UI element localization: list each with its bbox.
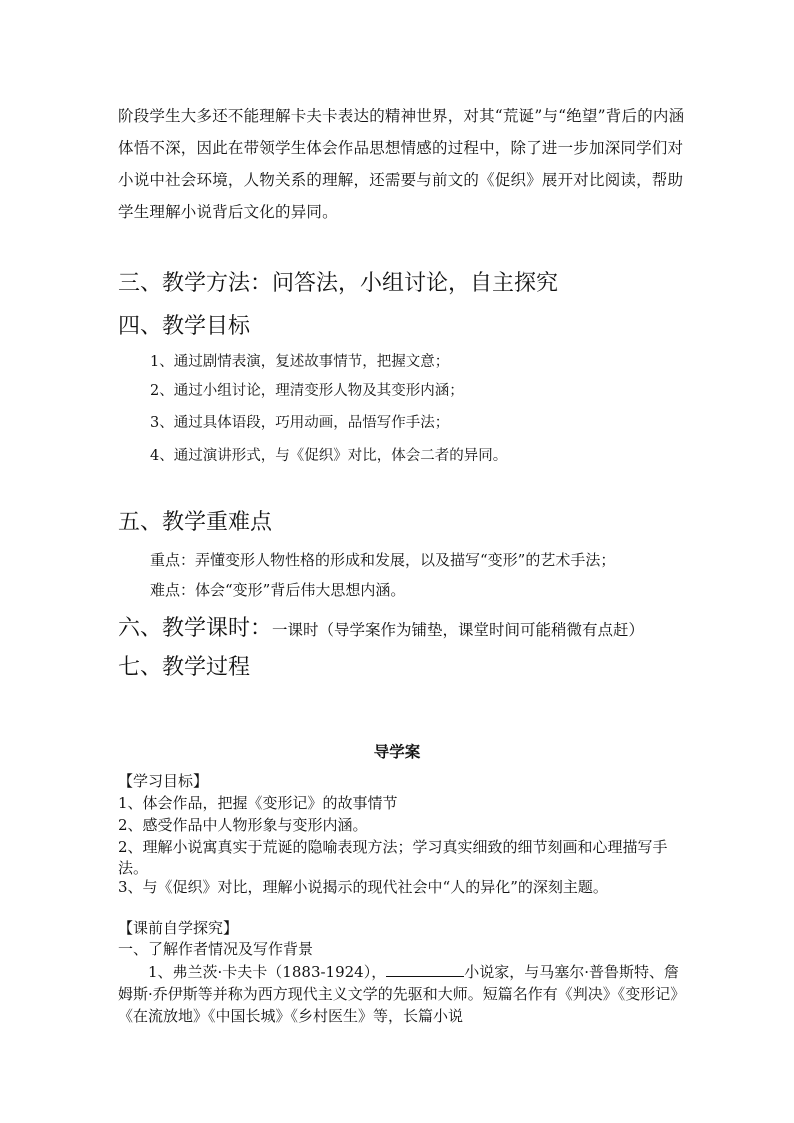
section-6-detail: 一课时（导学案作为铺垫，课堂时间可能稍微有点赶） xyxy=(272,621,645,639)
author-text-start: 1、弗兰茨·卡夫卡（1883-1924）， xyxy=(148,963,387,981)
learning-goal-3: 2、理解小说寓真实于荒诞的隐喻表现方法；学习真实细致的细节刻画和心理描写手法。 xyxy=(118,838,668,877)
author-text-rest: 小说家，与马塞尔·普鲁斯特、詹姆斯·乔伊斯等并称为西方现代主义文学的先驱和大师。短篇名作有《判决》《变形记》《在流放地》《中国长城》《乡村医生》等，长篇小说 xyxy=(118,963,686,1025)
preview-heading: 【课前自学探究】 xyxy=(118,919,239,937)
section-3-heading: 三、教学方法：问答法，小组讨论，自主探究 xyxy=(118,271,559,296)
preview-subheading: 一、了解作者情况及写作背景 xyxy=(118,940,314,958)
section-5-heading: 五、教学重难点 xyxy=(118,510,273,535)
fill-in-blank[interactable] xyxy=(386,962,464,977)
intro-paragraph: 阶段学生大多还不能理解卡夫卡表达的精神世界，对其“荒诞”与“绝望”背后的内涵体悟不深，因此在带领学生体会作品思想情感的过程中，除了进一步加深同学们对小说中社会环境，人物关系的理解，还需要与前文的《促织》展开对比阅读，帮助学生理解小说背后文化的异同。 xyxy=(118,107,685,221)
section-6-label: 六、教学课时： xyxy=(118,616,273,641)
objective-4: 4、通过演讲形式，与《促织》对比，体会二者的异同。 xyxy=(150,448,508,464)
learning-goal-4: 3、与《促织》对比，理解小说揭示的现代社会中“人的异化”的深刻主题。 xyxy=(118,878,608,896)
section-6-heading xyxy=(118,614,644,645)
objective-2: 2、通过小组讨论，理清变形人物及其变形内涵； xyxy=(150,383,464,399)
difficult-point: 难点：体会“变形”背后伟大思想内涵。 xyxy=(150,581,406,599)
learning-goal-1: 1、体会作品，把握《变形记》的故事情节 xyxy=(118,794,398,812)
guide-title: 导学案 xyxy=(373,742,421,761)
learning-goals-heading: 【学习目标】 xyxy=(118,772,209,790)
section-7-heading: 七、教学过程 xyxy=(118,655,251,680)
section-4-heading: 四、教学目标 xyxy=(118,314,251,339)
objective-1: 1、通过剧情表演，复述故事情节，把握文意； xyxy=(150,354,450,370)
objective-3: 3、通过具体语段，巧用动画，品悟写作手法； xyxy=(150,415,450,431)
author-paragraph xyxy=(118,961,688,1027)
learning-goal-2: 2、感受作品中人物形象与变形内涵。 xyxy=(118,816,368,834)
key-point: 重点：弄懂变形人物性格的形成和发展，以及描写“变形”的艺术手法； xyxy=(150,551,616,569)
